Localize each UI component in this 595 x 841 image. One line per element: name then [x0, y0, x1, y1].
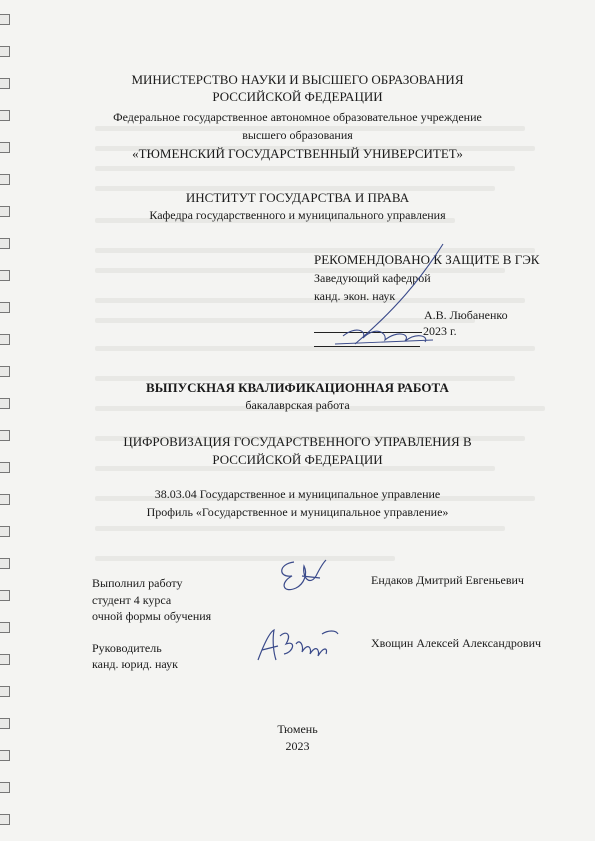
author-signature [264, 556, 334, 600]
approval-role: Заведующий кафедрой [314, 271, 431, 285]
university-name: «ТЮМЕНСКИЙ ГОСУДАРСТВЕННЫЙ УНИВЕРСИТЕТ» [132, 146, 463, 161]
approval-year: 2023 г. [423, 324, 457, 338]
work-subtype: бакалаврская работа [245, 398, 350, 412]
binding-holes [0, 0, 14, 841]
work-title-line-2: РОССИЙСКОЙ ФЕДЕРАЦИИ [212, 452, 383, 467]
supervisor-signature [252, 624, 342, 668]
author-label-line-3: очной формы обучения [92, 609, 212, 623]
supervisor-name: Хвощин Алексей Александрович [371, 636, 542, 650]
work-type: ВЫПУСКНАЯ КВАЛИФИКАЦИОННАЯ РАБОТА [146, 380, 449, 395]
institute-name: ИНСТИТУТ ГОСУДАРСТВА И ПРАВА [185, 190, 410, 205]
author-label-line-2: студент 4 курса [92, 593, 172, 607]
head-signature [325, 240, 455, 350]
study-direction: 38.03.04 Государственное и муниципальное управление [154, 487, 441, 501]
approval-name: А.В. Любаненко [424, 308, 508, 322]
study-profile: Профиль «Государственное и муниципальное управление» [146, 505, 449, 519]
institution-line-2: высшего образования [242, 128, 353, 142]
institution-line-1: Федеральное государственное автономное образовательное учреждение [113, 110, 482, 124]
author-label-line-1: Выполнил работу [92, 576, 183, 590]
work-title-line-1: ЦИФРОВИЗАЦИЯ ГОСУДАРСТВЕННОГО УПРАВЛЕНИЯ В [123, 434, 472, 449]
year: 2023 [285, 739, 310, 753]
approval-degree: канд. экон. наук [314, 289, 396, 303]
ministry-line-2: РОССИЙСКОЙ ФЕДЕРАЦИИ [212, 89, 383, 104]
city: Тюмень [277, 722, 318, 736]
supervisor-label-line-1: Руководитель [92, 641, 162, 655]
author-name: Ендаков Дмитрий Евгеньевич [371, 573, 524, 587]
ministry-line-1: МИНИСТЕРСТВО НАУКИ И ВЫСШЕГО ОБРАЗОВАНИЯ [131, 72, 464, 87]
approval-title: РЕКОМЕНДОВАНО К ЗАЩИТЕ В ГЭК [314, 252, 540, 267]
supervisor-label-line-2: канд. юрид. наук [92, 657, 178, 671]
department-name: Кафедра государственного и муниципального управления [149, 208, 446, 222]
